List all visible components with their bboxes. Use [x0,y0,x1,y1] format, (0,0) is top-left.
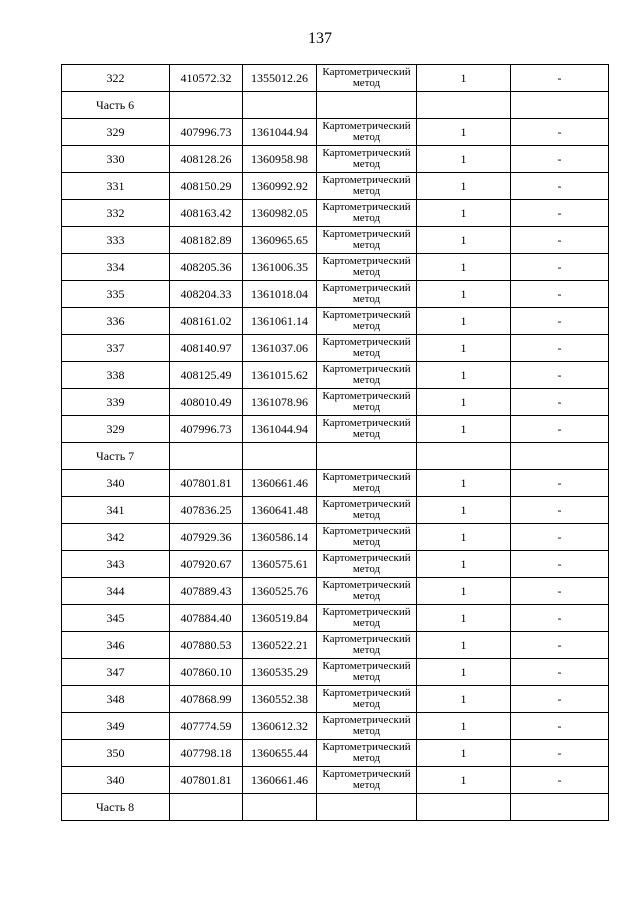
y-coordinate-cell: 1360655.44 [243,740,317,767]
accuracy-cell: 1 [417,389,511,416]
section-header-row [62,92,609,119]
table-row [62,335,609,362]
x-coordinate-cell: 407836.25 [170,497,243,524]
description-cell: - [511,767,609,794]
table-row [62,227,609,254]
y-coordinate-cell: 1360661.46 [243,470,317,497]
accuracy-cell: 1 [417,173,511,200]
x-coordinate-cell: 408204.33 [170,281,243,308]
method-cell: Картометрический метод [317,254,417,281]
table-row [62,659,609,686]
point-number-cell: 341 [62,497,170,524]
x-coordinate-cell: 407920.67 [170,551,243,578]
description-cell: - [511,551,609,578]
method-cell: Картометрический метод [317,227,417,254]
y-coordinate-cell: 1361078.96 [243,389,317,416]
accuracy-cell: 1 [417,119,511,146]
accuracy-cell: 1 [417,767,511,794]
y-coordinate-cell: 1360586.14 [243,524,317,551]
y-coordinate-cell: 1361061.14 [243,308,317,335]
table-row [62,470,609,497]
x-coordinate-cell: 408128.26 [170,146,243,173]
accuracy-cell: 1 [417,362,511,389]
x-coordinate-cell: 408140.97 [170,335,243,362]
y-coordinate-cell: 1360641.48 [243,497,317,524]
accuracy-cell: 1 [417,65,511,92]
description-cell: - [511,578,609,605]
table-row [62,254,609,281]
x-coordinate-cell: 410572.32 [170,65,243,92]
method-cell: Картометрический метод [317,335,417,362]
table-row [62,551,609,578]
point-number-cell: 346 [62,632,170,659]
method-cell: Картометрический метод [317,281,417,308]
accuracy-cell: 1 [417,551,511,578]
point-number-cell: 322 [62,65,170,92]
method-cell: Картометрический метод [317,173,417,200]
x-coordinate-cell: 407774.59 [170,713,243,740]
x-coordinate-cell: 408161.02 [170,308,243,335]
empty-cell [417,92,511,119]
method-cell: Картометрический метод [317,308,417,335]
empty-cell [317,92,417,119]
x-coordinate-cell: 407929.36 [170,524,243,551]
description-cell: - [511,497,609,524]
x-coordinate-cell: 407801.81 [170,470,243,497]
y-coordinate-cell: 1360552.38 [243,686,317,713]
method-cell: Картометрический метод [317,767,417,794]
method-cell: Картометрический метод [317,416,417,443]
table-row [62,308,609,335]
section-label-cell: Часть 7 [62,443,170,470]
accuracy-cell: 1 [417,524,511,551]
empty-cell [170,92,243,119]
point-number-cell: 337 [62,335,170,362]
accuracy-cell: 1 [417,254,511,281]
table-row [62,362,609,389]
method-cell: Картометрический метод [317,605,417,632]
y-coordinate-cell: 1360958.98 [243,146,317,173]
point-number-cell: 343 [62,551,170,578]
point-number-cell: 332 [62,200,170,227]
method-cell: Картометрический метод [317,713,417,740]
point-number-cell: 329 [62,416,170,443]
description-cell: - [511,416,609,443]
y-coordinate-cell: 1355012.26 [243,65,317,92]
method-cell: Картометрический метод [317,389,417,416]
y-coordinate-cell: 1360522.21 [243,632,317,659]
point-number-cell: 345 [62,605,170,632]
empty-cell [511,443,609,470]
table-row [62,524,609,551]
point-number-cell: 340 [62,470,170,497]
method-cell: Картометрический метод [317,65,417,92]
x-coordinate-cell: 408182.89 [170,227,243,254]
table-row [62,578,609,605]
point-number-cell: 333 [62,227,170,254]
accuracy-cell: 1 [417,200,511,227]
y-coordinate-cell: 1361018.04 [243,281,317,308]
x-coordinate-cell: 408205.36 [170,254,243,281]
point-number-cell: 331 [62,173,170,200]
y-coordinate-cell: 1360535.29 [243,659,317,686]
method-cell: Картометрический метод [317,632,417,659]
empty-cell [243,443,317,470]
description-cell: - [511,686,609,713]
table-row [62,65,609,92]
accuracy-cell: 1 [417,713,511,740]
x-coordinate-cell: 407860.10 [170,659,243,686]
method-cell: Картометрический метод [317,362,417,389]
method-cell: Картометрический метод [317,146,417,173]
accuracy-cell: 1 [417,659,511,686]
description-cell: - [511,281,609,308]
method-cell: Картометрический метод [317,470,417,497]
x-coordinate-cell: 407996.73 [170,119,243,146]
method-cell: Картометрический метод [317,551,417,578]
y-coordinate-cell: 1360965.65 [243,227,317,254]
y-coordinate-cell: 1360575.61 [243,551,317,578]
empty-cell [417,443,511,470]
coordinates-table-body [62,65,609,821]
point-number-cell: 338 [62,362,170,389]
y-coordinate-cell: 1360525.76 [243,578,317,605]
coordinates-table [61,64,609,821]
empty-cell [511,794,609,821]
table-row [62,146,609,173]
table-row [62,173,609,200]
page-number: 137 [308,30,332,47]
table-row [62,119,609,146]
x-coordinate-cell: 407889.43 [170,578,243,605]
point-number-cell: 340 [62,767,170,794]
y-coordinate-cell: 1360612.32 [243,713,317,740]
empty-cell [170,443,243,470]
point-number-cell: 350 [62,740,170,767]
y-coordinate-cell: 1360992.92 [243,173,317,200]
table-row [62,605,609,632]
table-row [62,632,609,659]
description-cell: - [511,389,609,416]
x-coordinate-cell: 408125.49 [170,362,243,389]
description-cell: - [511,146,609,173]
description-cell: - [511,524,609,551]
description-cell: - [511,632,609,659]
description-cell: - [511,362,609,389]
point-number-cell: 329 [62,119,170,146]
description-cell: - [511,200,609,227]
accuracy-cell: 1 [417,335,511,362]
point-number-cell: 336 [62,308,170,335]
accuracy-cell: 1 [417,497,511,524]
y-coordinate-cell: 1360982.05 [243,200,317,227]
point-number-cell: 342 [62,524,170,551]
table-row [62,497,609,524]
accuracy-cell: 1 [417,686,511,713]
description-cell: - [511,227,609,254]
description-cell: - [511,173,609,200]
method-cell: Картометрический метод [317,659,417,686]
table-row [62,713,609,740]
x-coordinate-cell: 407798.18 [170,740,243,767]
table-row [62,416,609,443]
y-coordinate-cell: 1361044.94 [243,416,317,443]
description-cell: - [511,65,609,92]
x-coordinate-cell: 407801.81 [170,767,243,794]
accuracy-cell: 1 [417,605,511,632]
y-coordinate-cell: 1361006.35 [243,254,317,281]
accuracy-cell: 1 [417,281,511,308]
empty-cell [417,794,511,821]
y-coordinate-cell: 1360661.46 [243,767,317,794]
description-cell: - [511,470,609,497]
point-number-cell: 344 [62,578,170,605]
accuracy-cell: 1 [417,632,511,659]
method-cell: Картометрический метод [317,740,417,767]
table-row [62,740,609,767]
table-row [62,281,609,308]
empty-cell [317,794,417,821]
empty-cell [243,794,317,821]
description-cell: - [511,713,609,740]
point-number-cell: 349 [62,713,170,740]
y-coordinate-cell: 1361037.06 [243,335,317,362]
x-coordinate-cell: 407868.99 [170,686,243,713]
point-number-cell: 335 [62,281,170,308]
section-label-cell: Часть 8 [62,794,170,821]
description-cell: - [511,308,609,335]
y-coordinate-cell: 1361015.62 [243,362,317,389]
table-row [62,200,609,227]
section-header-row [62,443,609,470]
x-coordinate-cell: 408010.49 [170,389,243,416]
accuracy-cell: 1 [417,578,511,605]
point-number-cell: 348 [62,686,170,713]
empty-cell [170,794,243,821]
description-cell: - [511,740,609,767]
accuracy-cell: 1 [417,470,511,497]
description-cell: - [511,335,609,362]
method-cell: Картометрический метод [317,497,417,524]
table-row [62,389,609,416]
section-header-row [62,794,609,821]
empty-cell [243,92,317,119]
point-number-cell: 334 [62,254,170,281]
table-row [62,767,609,794]
description-cell: - [511,605,609,632]
accuracy-cell: 1 [417,227,511,254]
method-cell: Картометрический метод [317,578,417,605]
x-coordinate-cell: 407880.53 [170,632,243,659]
point-number-cell: 347 [62,659,170,686]
x-coordinate-cell: 407996.73 [170,416,243,443]
x-coordinate-cell: 408150.29 [170,173,243,200]
y-coordinate-cell: 1360519.84 [243,605,317,632]
accuracy-cell: 1 [417,308,511,335]
empty-cell [317,443,417,470]
method-cell: Картометрический метод [317,686,417,713]
empty-cell [511,92,609,119]
description-cell: - [511,659,609,686]
point-number-cell: 339 [62,389,170,416]
description-cell: - [511,254,609,281]
method-cell: Картометрический метод [317,200,417,227]
description-cell: - [511,119,609,146]
accuracy-cell: 1 [417,416,511,443]
accuracy-cell: 1 [417,740,511,767]
x-coordinate-cell: 408163.42 [170,200,243,227]
table-row [62,686,609,713]
accuracy-cell: 1 [417,146,511,173]
section-label-cell: Часть 6 [62,92,170,119]
point-number-cell: 330 [62,146,170,173]
x-coordinate-cell: 407884.40 [170,605,243,632]
y-coordinate-cell: 1361044.94 [243,119,317,146]
method-cell: Картометрический метод [317,119,417,146]
method-cell: Картометрический метод [317,524,417,551]
